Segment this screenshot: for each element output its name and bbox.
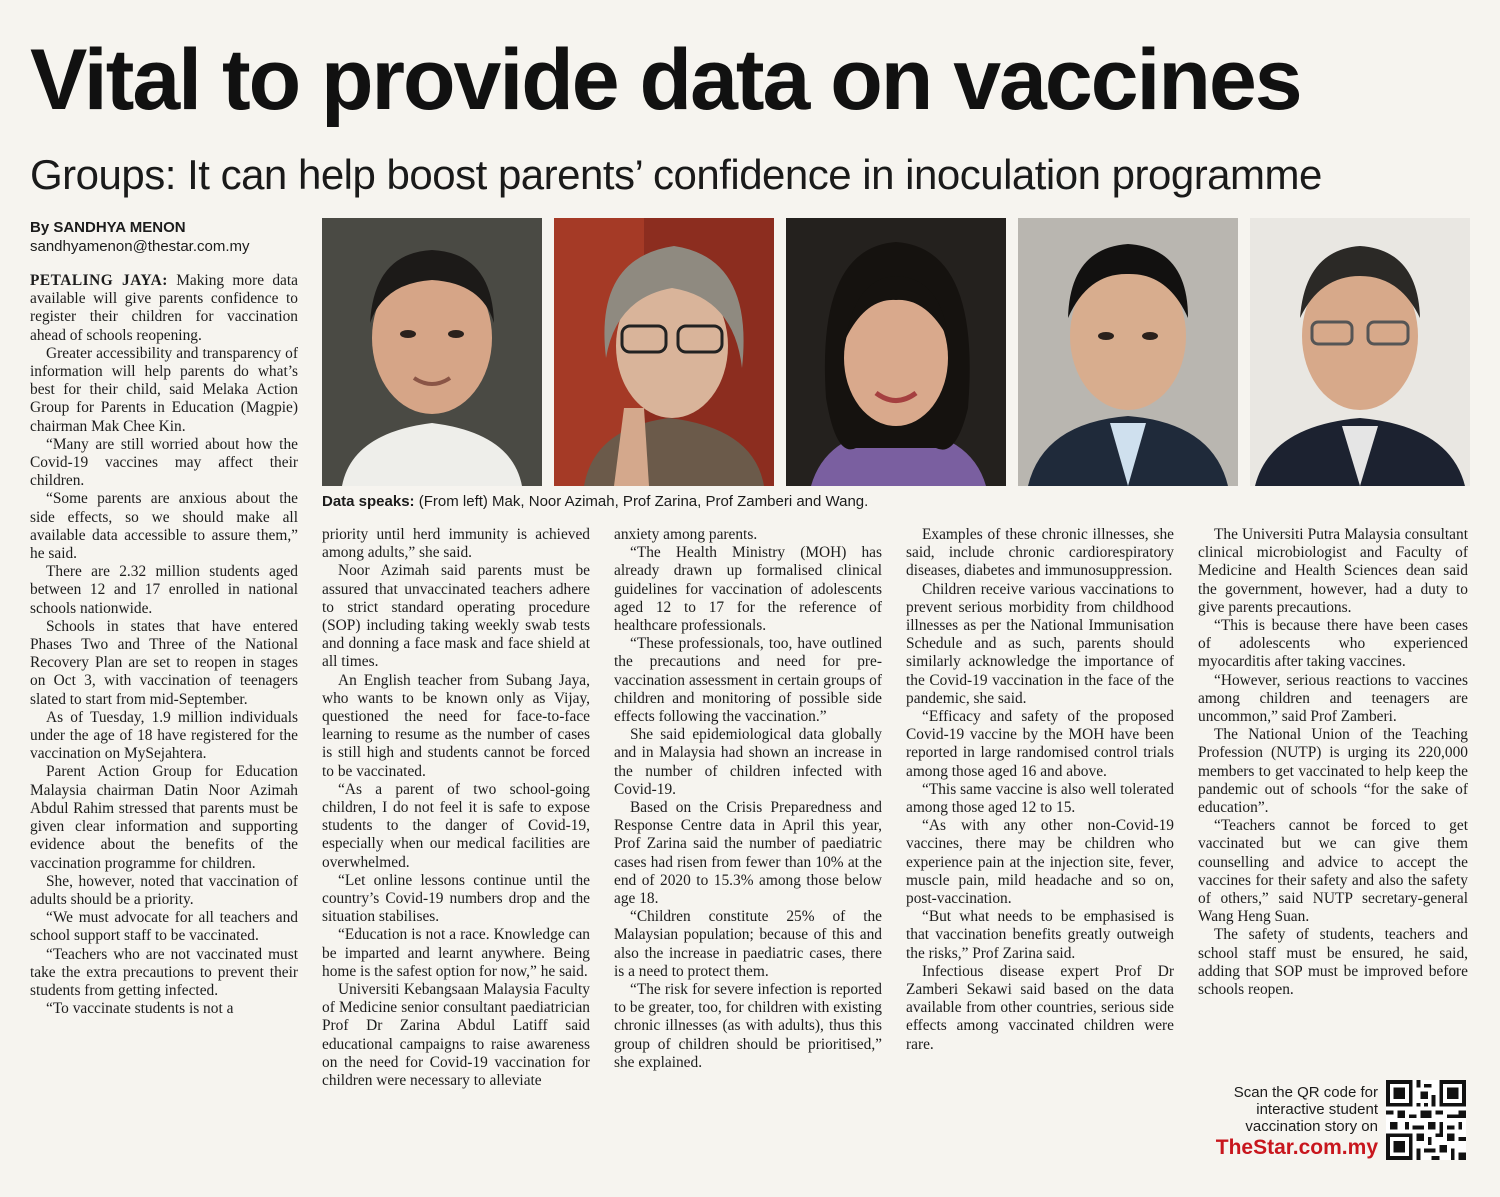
portrait-prof-zamberi-image xyxy=(1018,218,1238,486)
byline-author: By SANDHYA MENON xyxy=(30,219,186,236)
paragraph: Children receive various vaccinations to prevent serious morbidity from childhood illnesses as per the National Immunisation Schedule and as such, parents should similarly acknowledge the importance of the Covid-19 vaccination in the face of the pandemic, she said. xyxy=(906,580,1174,707)
paragraph: “This same vaccine is also well tolerated among those aged 12 to 15. xyxy=(906,780,1174,817)
paragraph: The Universiti Putra Malaysia consultant clinical microbiologist and Faculty of Medicine and Health Sciences dean said the government, however, had a duty to give parents precautions. xyxy=(1198,526,1468,616)
paragraph: Based on the Crisis Preparedness and Response Centre data in April this year, Prof Zarina said the number of paediatric cases had risen from fewer than 10% at the end of 2020 to 15.3% among those below age 18. xyxy=(614,799,882,908)
article-column-4 xyxy=(906,526,1174,1054)
paragraph: anxiety among parents. xyxy=(614,526,758,543)
article-column-2 xyxy=(322,526,590,1090)
paragraph: “As with any other non-Covid-19 vaccines, there may be children who experience pain at the injection site, fever, muscle pain, mild headache and so on, post-vaccination. xyxy=(906,817,1174,908)
paragraph: An English teacher from Subang Jaya, who wants to be known only as Vijay, questioned the need for face-to-face learning to resume as the number of cases is still high and students cannot be forced to be vaccinated. xyxy=(322,671,590,780)
paragraph: Greater accessibility and transparency of information will help parents do what’s best for their child, said Melaka Action Group for Parents in Education (Magpie) chairman Mak Chee Kin. xyxy=(30,344,298,435)
paragraph: “Children constitute 25% of the Malaysian population; because of this and also the increase in paediatric cases, there is a need to protect them. xyxy=(614,908,882,980)
paragraph: “But what needs to be emphasised is that vaccination benefits greatly outweigh the risks,” Prof Zarina said. xyxy=(906,908,1174,962)
paragraph: She, however, noted that vaccination of adults should be a priority. xyxy=(30,872,298,908)
qr-promo-text: Scan the QR code for interactive student vaccination story on xyxy=(1233,1084,1378,1135)
paragraph: “Many are still worried about how the Covid-19 vaccines may affect their children. xyxy=(30,435,298,490)
photo-prof-zamberi xyxy=(1018,218,1238,486)
article-column-1 xyxy=(30,272,298,1018)
dateline: PETALING JAYA: xyxy=(30,272,168,289)
paragraph: “These professionals, too, have outlined the precautions and need for pre-vaccination assessment in certain groups of children and monitoring of possible side effects following the vaccination.” xyxy=(614,635,882,726)
paragraph: As of Tuesday, 1.9 million individuals under the age of 18 have registered for the vaccination on MySejahtera. xyxy=(30,708,298,763)
paragraph: Universiti Kebangsaan Malaysia Faculty of Medicine senior consultant paediatrician Prof Dr Zarina Abdul Latiff said educational campaigns to raise awareness on the need for Covid-19 vaccination for children were necessary to alleviate xyxy=(322,981,590,1090)
paragraph: “The Health Ministry (MOH) has already drawn up formalised clinical guidelines for vaccination of adolescents aged 12 to 17 for the reference of healthcare professionals. xyxy=(614,544,882,635)
photo-noor-azimah xyxy=(554,218,774,486)
byline xyxy=(30,218,310,256)
paragraph: Infectious disease expert Prof Dr Zamberi Sekawi said based on the data available from other countries, serious side effects among vaccinated children were rare. xyxy=(906,962,1174,1053)
paragraph: Parent Action Group for Education Malaysia chairman Datin Noor Azimah Abdul Rahim stressed that parents must be given clear information and supporting evidence about the benefits of the vaccination programme for children. xyxy=(30,763,298,872)
paragraph: Noor Azimah said parents must be assured that unvaccinated teachers adhere to strict standard operating procedure (SOP) including taking weekly swab tests and donning a face mask and face shield at all times. xyxy=(322,562,590,671)
paragraph: “Teachers cannot be forced to get vaccinated but we can give them counselling and advice to accept the vaccines for their safety and also the safety of others,” said NUTP secretary-general Wang Heng Suan. xyxy=(1198,817,1468,926)
headline: Vital to provide data on vaccines xyxy=(30,32,1301,128)
portrait-mak-image xyxy=(322,218,542,486)
paragraph: “Let online lessons continue until the country’s Covid-19 numbers drop and the situation stabilises. xyxy=(322,871,590,926)
photo-prof-zarina xyxy=(786,218,1006,486)
paragraph: The safety of students, teachers and school staff must be ensured, he said, adding that SOP must be improved before schools reopen. xyxy=(1198,926,1468,999)
paragraph: “The risk for severe infection is reported to be greater, too, for children with existing chronic illnesses (as with adults), thus this group of children should be prioritised,” she explained. xyxy=(614,981,882,1071)
paragraph: She said epidemiological data globally and in Malaysia had shown an increase in the number of children infected with Covid-19. xyxy=(614,726,882,798)
paragraph: The National Union of the Teaching Profession (NUTP) is urging its 220,000 members to get vaccinated to help keep the pandemic out of schools “for the sake of education”. xyxy=(1198,726,1468,817)
paragraph: “We must advocate for all teachers and school support staff to be vaccinated. xyxy=(30,909,298,945)
article-column-5 xyxy=(1198,526,1468,999)
paragraph: Schools in states that have entered Phases Two and Three of the National Recovery Plan are set to reopen in stages on Oct 3, with vaccination of teenagers slated to start from mid-September. xyxy=(30,617,298,708)
paragraph: “Education is not a race. Knowledge can be imparted and learnt anywhere. Being home is the safest option for now,” he said. xyxy=(322,926,590,980)
paragraph: Examples of these chronic illnesses, she said, include chronic cardiorespiratory diseases, diabetes and immunosuppression. xyxy=(906,526,1174,580)
article-column-3 xyxy=(614,526,882,1072)
paragraph: “Efficacy and safety of the proposed Covid-19 vaccine by the MOH have been reported in large randomised control trials among those aged 16 and above. xyxy=(906,708,1174,780)
portrait-prof-zarina-image xyxy=(786,218,1006,486)
paragraph: “Teachers who are not vaccinated must take the extra precautions to prevent their students from getting infected. xyxy=(30,945,298,999)
photo-strip xyxy=(322,218,1470,486)
byline-email[interactable]: sandhyamenon@thestar.com.my xyxy=(30,238,250,255)
photo-caption xyxy=(322,492,1470,512)
paragraph: “This is because there have been cases of adolescents who experienced myocarditis after taking vaccines. xyxy=(1198,617,1468,671)
qr-code-icon[interactable] xyxy=(1386,1080,1466,1160)
qr-promo xyxy=(1190,1080,1470,1166)
photo-mak xyxy=(322,218,542,486)
paragraph: “As a parent of two school-going children, I do not feel it is safe to expose students to the danger of Covid-19, especially when our medical facilities are overwhelmed. xyxy=(322,780,590,871)
paragraph: There are 2.32 million students aged between 12 and 17 enrolled in national schools nationwide. xyxy=(30,563,298,617)
paragraph: priority until herd immunity is achieved among adults,” she said. xyxy=(322,526,590,562)
paragraph: “However, serious reactions to vaccines among children and teenagers are uncommon,” said Prof Zamberi. xyxy=(1198,671,1468,726)
paragraph: “To vaccinate students is not a xyxy=(46,1000,234,1018)
portrait-noor-azimah-image xyxy=(554,218,774,486)
caption-text: (From left) Mak, Noor Azimah, Prof Zarina, Prof Zamberi and Wang. xyxy=(414,493,869,510)
paragraph: “Some parents are anxious about the side effects, so we should make all available data accessible to assure them,” he said. xyxy=(30,490,298,563)
caption-label: Data speaks: xyxy=(322,493,415,510)
subheadline: Groups: It can help boost parents’ confidence in inoculation programme xyxy=(30,151,1322,198)
photo-wang xyxy=(1250,218,1470,486)
portrait-wang-image xyxy=(1250,218,1470,486)
paragraph: PETALING JAYA: Making more data available will give parents confidence to register their children for vaccination ahead of schools reopening. xyxy=(30,272,298,344)
site-link[interactable]: TheStar.com.my xyxy=(1215,1136,1378,1159)
